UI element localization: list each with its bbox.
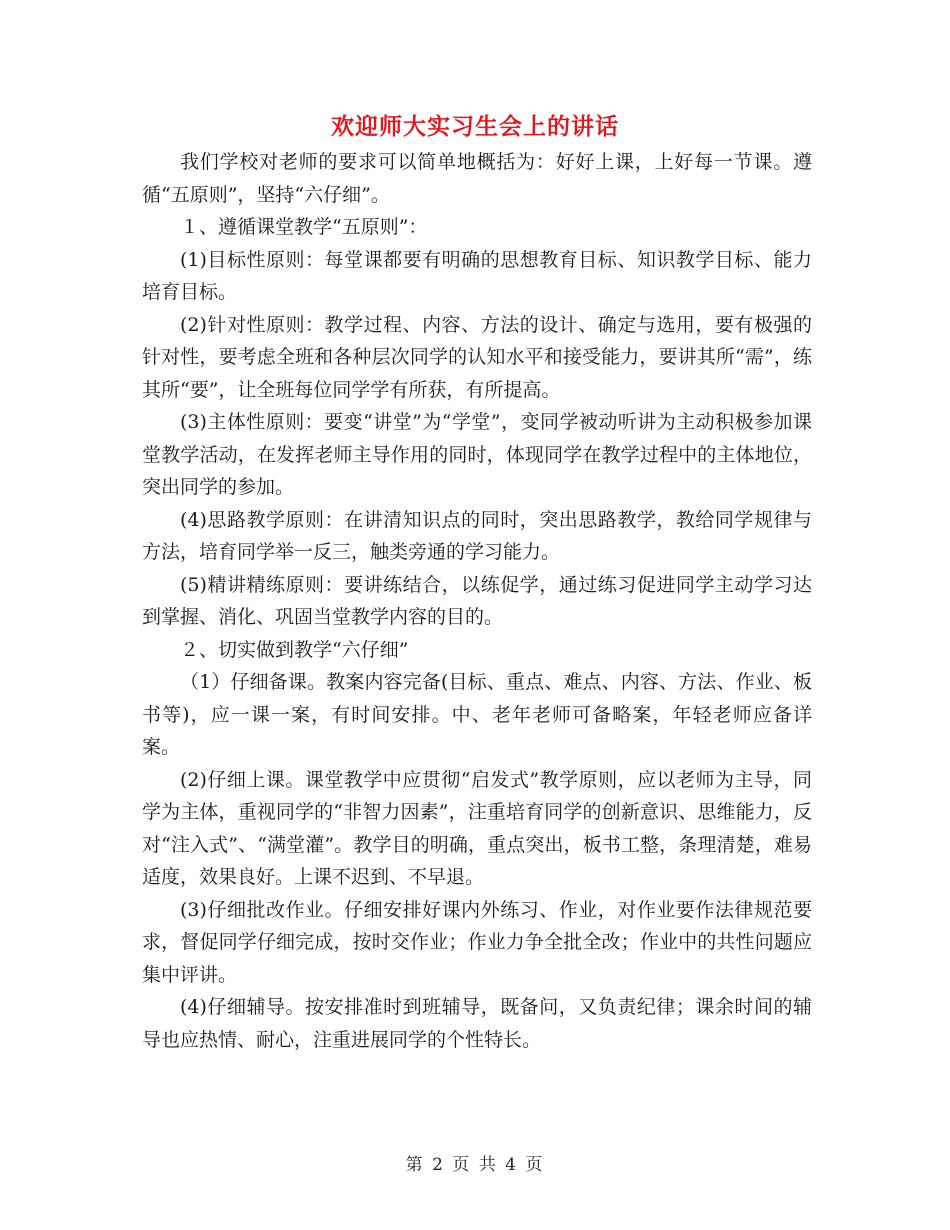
paragraph-principle-1: (1)目标性原则：每堂课都要有明确的思想教育目标、知识教学目标、能力培育目标。 [142, 248, 812, 303]
paragraph-careful-2: (2)仔细上课。课堂教学中应贯彻“启发式”教学原则，应以老师为主导，同学为主体，重视同学的“非智力因素”，注重培育同学的创新意识、思维能力，反对“注入式”、“满堂灌”。教学目的明确，重点突出，板书工整，条理清楚，难易适度，效果良好。上课不迟到、不早退。 [142, 768, 812, 888]
document-title: 欢迎师大实习生会上的讲话 [331, 113, 619, 140]
paragraph-careful-1: （1）仔细备课。教案内容完备(目标、重点、难点、内容、方法、作业、板书等)，应一课一案，有时间安排。中、老年老师可备略案，年轻老师应备详案。 [142, 671, 812, 758]
paragraph-principle-5: (5)精讲精练原则：要讲练结合，以练促学，通过练习促进同学主动学习达到掌握、消化、巩固当堂教学内容的目的。 [142, 573, 812, 628]
paragraph-principle-4: (4)思路教学原则：在讲清知识点的同时，突出思路教学，教给同学规律与方法，培育同学举一反三，触类旁通的学习能力。 [142, 508, 812, 563]
paragraph-careful-4: (4)仔细辅导。按安排准时到班辅导，既备问，又负责纪律；课余时间的辅导也应热情、耐心，注重进展同学的个性特长。 [142, 996, 812, 1051]
document-body [142, 146, 812, 1056]
page-footer: 第 2 页 共 4 页 [405, 1155, 545, 1175]
paragraph-careful-3: (3)仔细批改作业。仔细安排好课内外练习、作业，对作业要作法律规范要求，督促同学仔细完成，按时交作业；作业力争全批全改；作业中的共性问题应集中评讲。 [142, 898, 812, 986]
paragraph-principle-3: (3)主体性原则：要变“讲堂”为“学堂”，变同学被动听讲为主动积极参加课堂教学活动，在发挥老师主导作用的同时，体现同学在教学过程中的主体地位，突出同学的参加。 [142, 411, 812, 498]
section-heading-five-principles: １、遵循课堂教学“五原则”： [180, 216, 428, 238]
paragraph-intro: 我们学校对老师的要求可以简单地概括为：好好上课，上好每一节课。遵循“五原则”，坚持“六仔细”。 [142, 151, 812, 206]
section-heading-six-careful: ２、切实做到教学“六仔细” [180, 638, 409, 661]
paragraph-principle-2: (2)针对性原则：教学过程、内容、方法的设计、确定与选用，要有极强的针对性，要考虑全班和各种层次同学的认知水平和接受能力，要讲其所“需”，练其所“要”，让全班每位同学学有所获，有所提高。 [142, 313, 812, 401]
